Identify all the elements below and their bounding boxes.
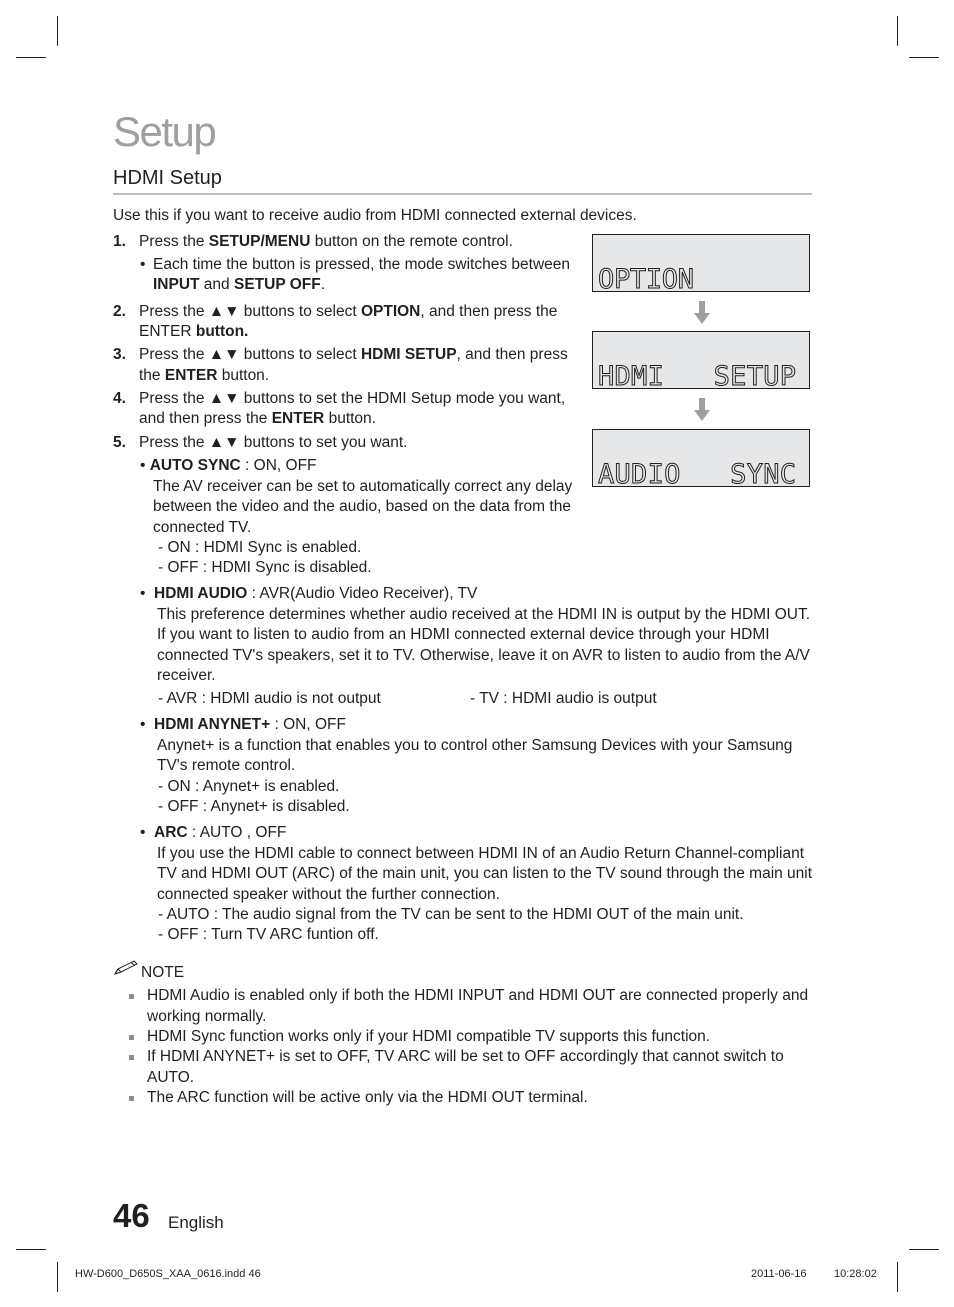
crop-mark (897, 16, 898, 46)
hdmi-anynet-desc-0: Anynet+ is a function that enables you to control other Samsung Devices with your Samsung (157, 737, 793, 754)
arc-label: ARC (154, 824, 188, 841)
note-item-line: AUTO. (147, 1069, 195, 1086)
crop-mark (16, 57, 46, 58)
hdmi-audio-desc-0: This preference determines whether audio received at the HDMI IN is output by the HDMI OUT. (157, 606, 811, 623)
bullet-hdmi-audio: • HDMI AUDIO : AVR(Audio Video Receiver), TV (140, 585, 478, 602)
hdmi-audio-label: HDMI AUDIO (154, 585, 248, 602)
arc-desc-1: TV and HDMI OUT (ARC) of the main unit, you can listen to the TV sound through the main unit (157, 865, 813, 882)
step-text-segment: OPTION (360, 303, 421, 320)
hdmi-anynet-desc-1: TV's remote control. (157, 757, 296, 774)
lcd-text: HDMI SETUP (598, 361, 796, 390)
step-text-segment: button on the remote control. (310, 233, 513, 250)
step-text-segment: ENTER (271, 410, 325, 427)
step-number: 5. (113, 434, 126, 451)
hdmi-audio-desc-3: receiver. (157, 667, 216, 684)
page-language: English (168, 1213, 224, 1232)
bullet-dot: • (140, 256, 146, 273)
step-text-segment: the (139, 367, 165, 384)
step-text-segment: , and then press the (420, 303, 558, 320)
note-item-line: HDMI Audio is enabled only if both the HDMI INPUT and HDMI OUT are connected properly and (147, 987, 809, 1004)
step-number: 2. (113, 303, 126, 320)
down-arrow-icon (692, 397, 712, 428)
step-text-segment: . (320, 276, 325, 293)
step-2-line (139, 302, 557, 323)
down-arrow-icon (692, 300, 712, 331)
step-4-line (139, 409, 376, 430)
lcd-text: OPTION (598, 264, 694, 293)
step-text-segment: Press the (139, 233, 209, 250)
auto-sync-label: AUTO SYNC (149, 457, 241, 474)
footer-time: 10:28:02 (834, 1268, 877, 1280)
step-text-segment: button. (217, 367, 270, 384)
crop-mark (57, 16, 58, 46)
step-text-segment: INPUT (153, 276, 200, 293)
bullet-square-icon (129, 1096, 134, 1101)
note-heading: NOTE (141, 964, 185, 981)
page-title: Setup (113, 108, 216, 155)
hdmi-anynet-option-1: - OFF : Anynet+ is disabled. (158, 798, 350, 815)
arc-option-0: - AUTO : The audio signal from the TV can be sent to the HDMI OUT of the main unit. (158, 906, 744, 923)
step-1-bullet-line (153, 255, 570, 276)
step-text-segment: HDMI SETUP (360, 346, 457, 363)
bullet-arc: • ARC : AUTO , OFF (140, 824, 287, 841)
auto-sync-option-1: - OFF : HDMI Sync is disabled. (158, 559, 372, 576)
lcd-text: AUDIO SYNC (598, 459, 796, 488)
crop-mark (909, 1249, 939, 1250)
note-item-line: The ARC function will be active only via the HDMI OUT terminal. (147, 1089, 588, 1106)
step-number: 4. (113, 390, 126, 407)
note-item-line: working normally. (147, 1008, 267, 1025)
lcd-text-audio-sync (593, 430, 811, 488)
page-number: 46 (113, 1197, 150, 1234)
step-text-segment: Press the ▲▼ buttons to set you want. (139, 434, 408, 451)
step-text-segment: Press the ▲▼ buttons to select (139, 303, 361, 320)
auto-sync-desc-2: connected TV. (153, 519, 252, 536)
arc-option-1: - OFF : Turn TV ARC funtion off. (158, 926, 379, 943)
crop-mark (897, 1262, 898, 1292)
hdmi-audio-option-tv: - TV : HDMI audio is output (470, 690, 657, 707)
step-1-line (139, 232, 513, 253)
hdmi-anynet-label: HDMI ANYNET+ (154, 716, 271, 733)
hdmi-anynet-values: : ON, OFF (270, 716, 346, 733)
hdmi-anynet-option-0: - ON : Anynet+ is enabled. (158, 778, 340, 795)
step-text-segment: button. (191, 323, 249, 340)
hdmi-audio-desc-1: If you want to listen to audio from an HDMI connected external device through your HDMI (157, 626, 770, 643)
note-item-line: If HDMI ANYNET+ is set to OFF, TV ARC will be set to OFF accordingly that cannot switch to (147, 1048, 784, 1065)
auto-sync-values: : ON, OFF (240, 457, 317, 474)
step-number: 1. (113, 233, 126, 250)
footer-date: 2011-06-16 (751, 1268, 807, 1280)
lcd-display-audio-sync (592, 429, 810, 487)
crop-mark (909, 57, 939, 58)
step-text-segment: SETUP OFF (233, 276, 321, 293)
step-text-segment: Press the ▲▼ buttons to set the HDMI Setup mode you want, (139, 390, 566, 407)
hdmi-audio-values: : AVR(Audio Video Receiver), TV (247, 585, 478, 602)
lcd-text-hdmi-setup (593, 332, 811, 390)
step-text-segment: ENTER (164, 367, 218, 384)
step-text-segment: button. (324, 410, 376, 427)
intro-text: Use this if you want to receive audio from HDMI connected external devices. (113, 207, 637, 224)
bullet-auto-sync: • AUTO SYNC : ON, OFF (140, 457, 317, 474)
step-2-line (139, 322, 248, 343)
lcd-display-hdmi-setup (592, 331, 810, 389)
step-text-segment: SETUP/MENU (208, 233, 311, 250)
note-item-line: HDMI Sync function works only if your HDMI compatible TV supports this function. (147, 1028, 711, 1045)
note-pencil-icon (114, 960, 140, 981)
lcd-display-option (592, 234, 810, 292)
footer-filename: HW-D600_D650S_XAA_0616.indd 46 (75, 1268, 261, 1280)
arc-desc-0: If you use the HDMI cable to connect between HDMI IN of an Audio Return Channel-compliant (157, 845, 805, 862)
arc-desc-2: connected speaker without the further connection. (157, 886, 500, 903)
hdmi-audio-option-avr: - AVR : HDMI audio is not output (158, 690, 381, 707)
step-text-segment: Each time the button is pressed, the mode switches between (153, 256, 571, 273)
bullet-square-icon (129, 994, 134, 999)
step-5-line (139, 433, 407, 454)
step-text-segment: and then press the (139, 410, 272, 427)
crop-mark (16, 1249, 46, 1250)
section-divider (113, 193, 812, 195)
arc-values: : AUTO , OFF (187, 824, 287, 841)
step-text-segment: ENTER (139, 323, 192, 340)
step-text-segment: Press the ▲▼ buttons to select (139, 346, 361, 363)
lcd-text-option (593, 235, 811, 293)
auto-sync-desc-0: The AV receiver can be set to automatically correct any delay (153, 478, 573, 495)
step-1-bullet-line (153, 275, 325, 296)
crop-mark (57, 1262, 58, 1292)
step-4-line (139, 389, 565, 410)
bullet-square-icon (129, 1055, 134, 1060)
step-text-segment: , and then press (456, 346, 568, 363)
step-text-segment: and (199, 276, 234, 293)
step-number: 3. (113, 346, 126, 363)
hdmi-audio-desc-2: connected TV's speakers, set it to TV. Otherwise, leave it on AVR to listen to audio from the A/V (157, 647, 810, 664)
step-3-line (139, 366, 269, 387)
step-3-line (139, 345, 568, 366)
bullet-hdmi-anynet: • HDMI ANYNET+ : ON, OFF (140, 716, 346, 733)
section-title: HDMI Setup (113, 167, 222, 189)
auto-sync-desc-1: between the video and the audio, based on the data from the (153, 498, 571, 515)
bullet-square-icon (129, 1035, 134, 1040)
auto-sync-option-0: - ON : HDMI Sync is enabled. (158, 539, 362, 556)
